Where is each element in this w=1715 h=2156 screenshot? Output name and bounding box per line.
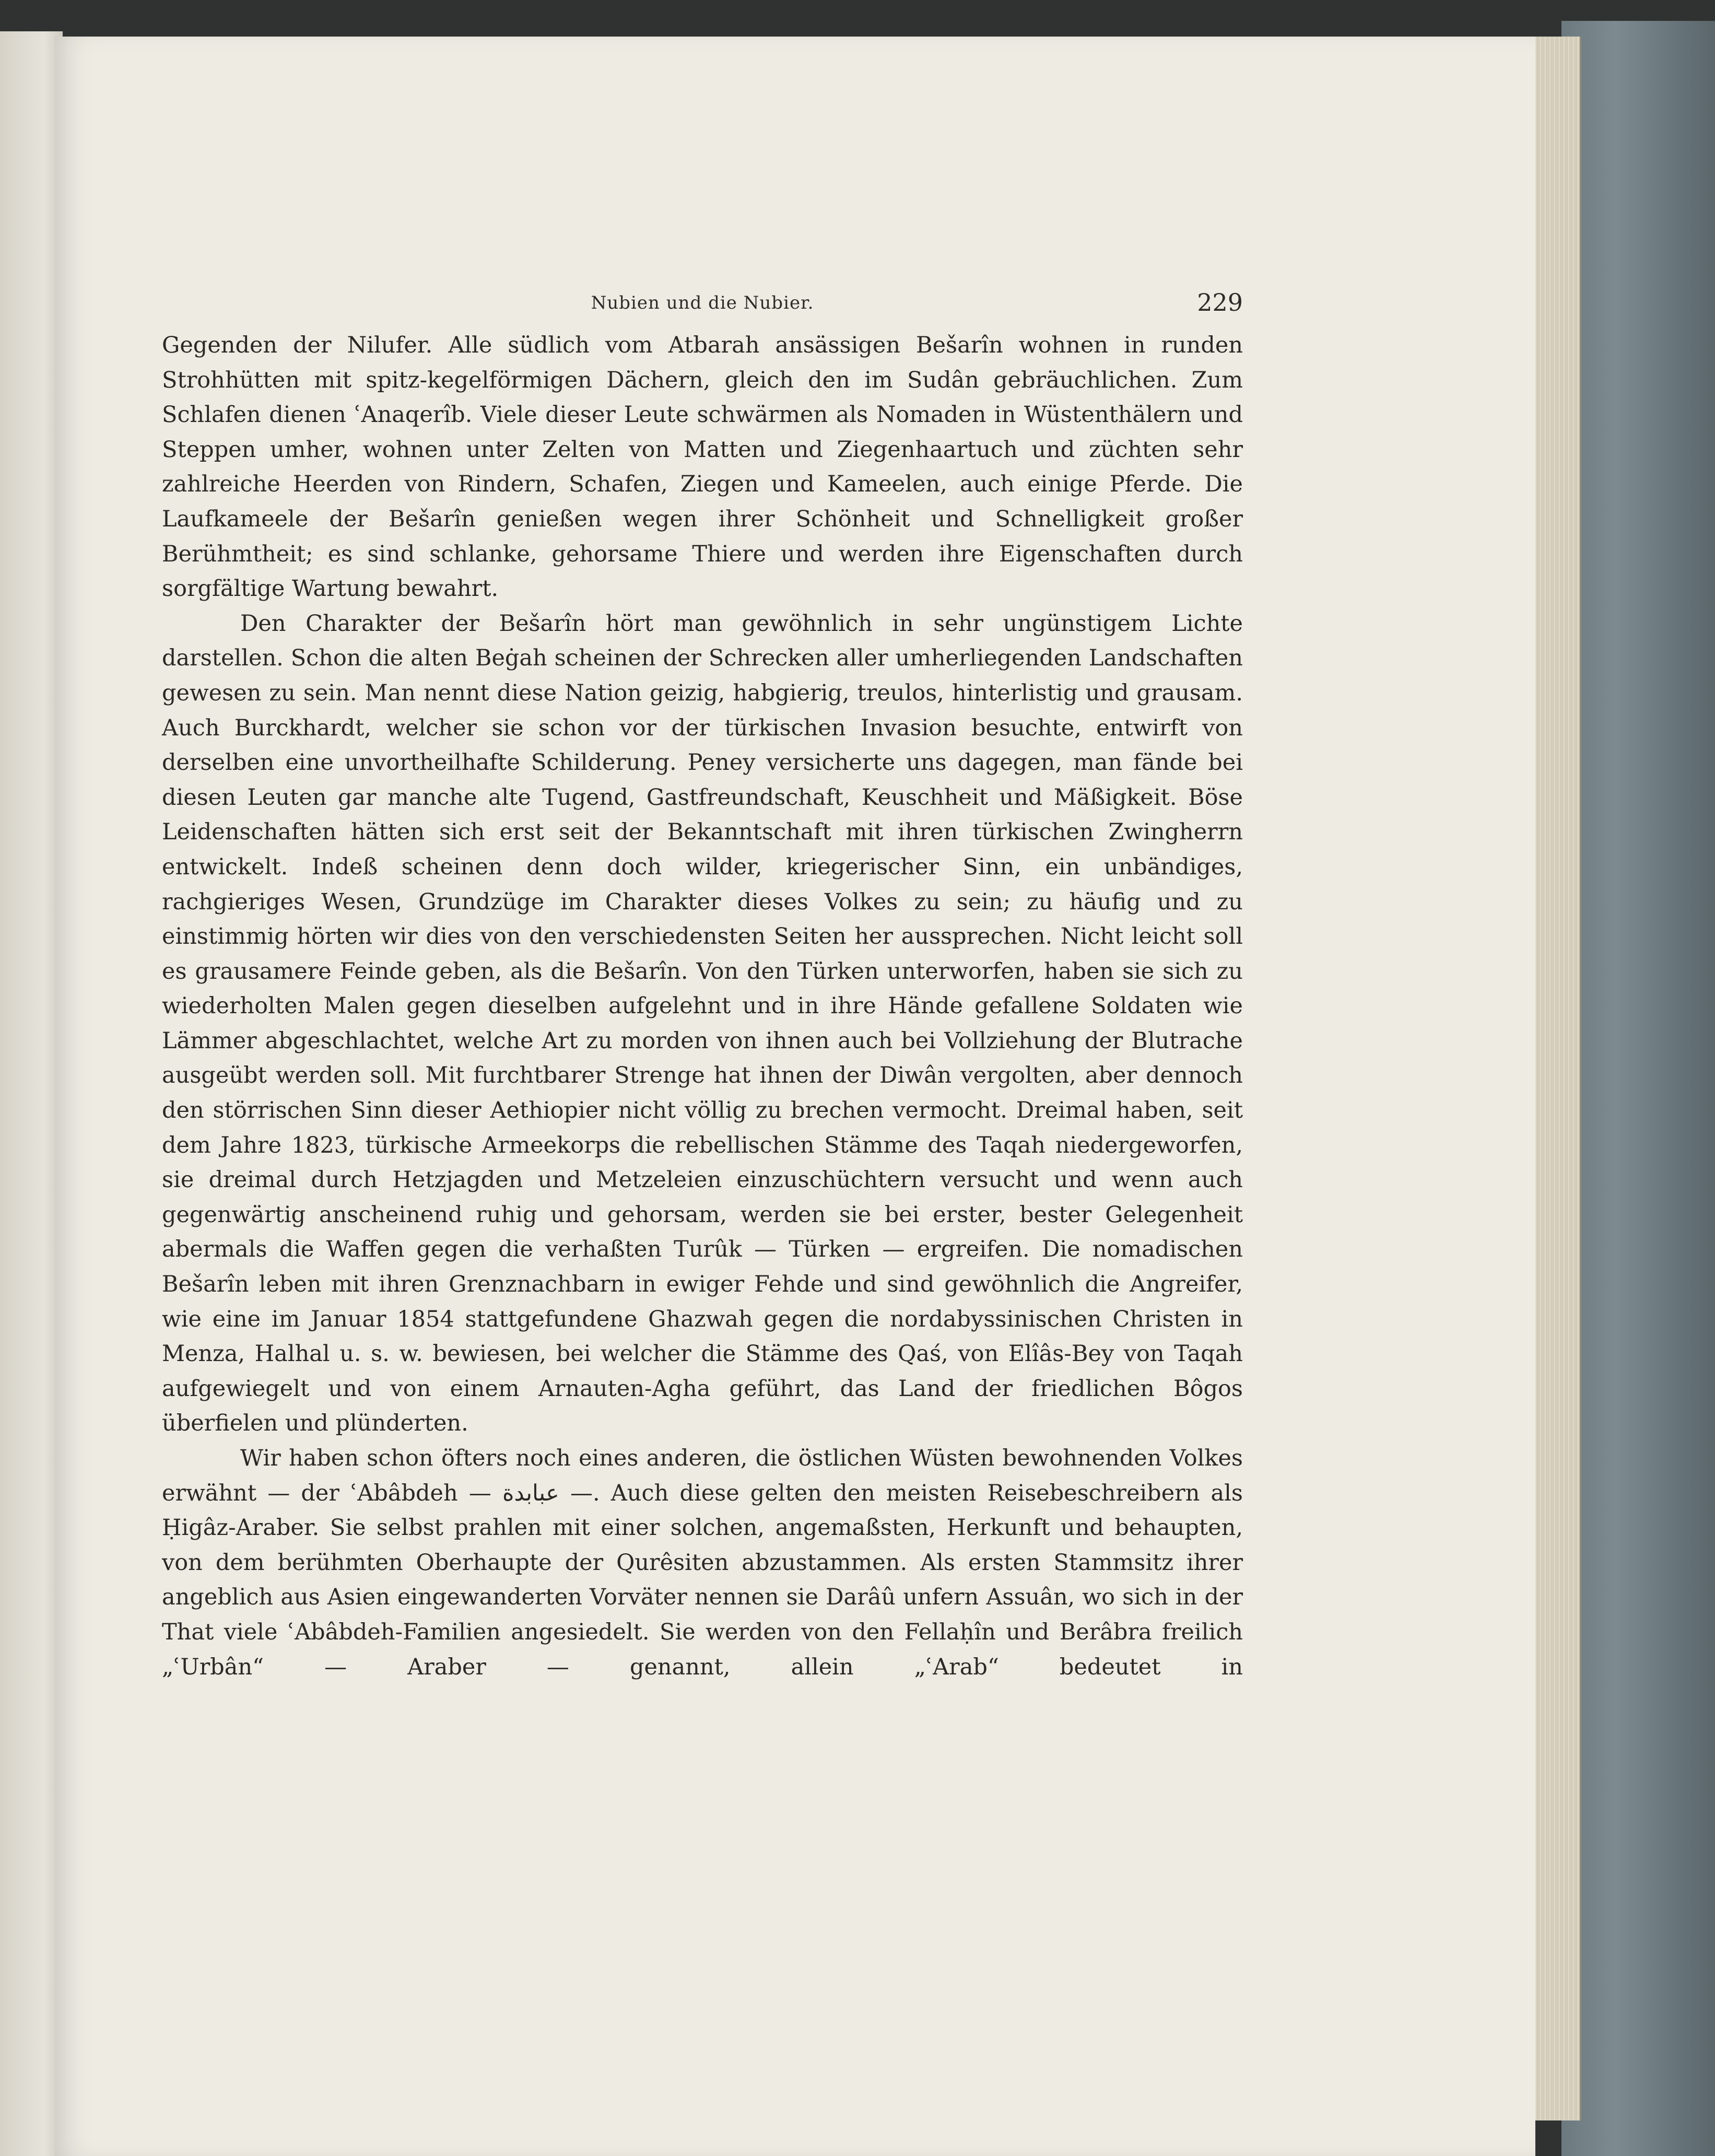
running-title: Nubien und die Nubier. bbox=[591, 292, 814, 313]
paragraph-2: Den Charakter der Bešarîn hört man gewöhnlich in sehr ungünstigem Lichte darstellen. Schon die alten Beġah scheinen der Schrecken aller umherliegenden Landschaften gewesen zu sein. Man nennt diese Nation geizig, habgierig, treulos, hinterlistig und grausam. Auch Burckhardt, welcher sie schon vor der türkischen Invasion besuchte, entwirft von derselben eine unvortheilhafte Schilderung. Peney versicherte uns dagegen, man fände bei diesen Leuten gar manche alte Tugend, Gastfreundschaft, Keuschheit und Mäßigkeit. Böse Leidenschaften hätten sich erst seit der Bekanntschaft mit ihren türkischen Zwingherrn entwickelt. Indeß scheinen denn doch wilder, kriegerischer Sinn, ein unbändiges, rachgieriges Wesen, Grundzüge im Charakter dieses Volkes zu sein; zu häufig und zu einstimmig hörten wir dies von den verschiedensten Seiten her aussprechen. Nicht leicht soll es grausamere Feinde geben, als die Bešarîn. Von den Türken unterworfen, haben sie sich zu wiederholten Malen gegen dieselben aufgelehnt und in ihre Hände gefallene Soldaten wie Lämmer abgeschlachtet, welche Art zu morden von ihnen auch bei Vollziehung der Blutrache ausgeübt werden soll. Mit furchtbarer Strenge hat ihnen der Diwân vergolten, aber dennoch den störrischen Sinn dieser Aethiopier nicht völlig zu brechen vermocht. Dreimal haben, seit dem Jahre 1823, türkische Armeekorps die rebellischen Stämme des Taqah niedergeworfen, sie dreimal durch Hetzjagden und Metzeleien einzuschüchtern versucht und wenn auch gegenwärtig anscheinend ruhig und gehorsam, werden sie bei erster, bester Gelegenheit abermals die Waffen gegen die verhaßten Turûk — Türken — ergreifen. Die nomadischen Bešarîn leben mit ihren Grenznachbarn in ewiger Fehde und sind gewöhnlich die Angreifer, wie eine im Januar 1854 stattgefundene Ghazwah gegen die nordabyssinischen Christen in Menza, Halhal u. s. w. bewiesen, bei welcher die Stämme des Qaś, von Elîâs-Bey von Taqah aufgewiegelt und von einem Arnauten-Agha geführt, das Land der friedlichen Bôgos überfielen und plünderten. bbox=[162, 610, 1243, 1437]
page-edges bbox=[1533, 37, 1581, 2120]
paragraph-3: Wir haben schon öfters noch eines anderen, die östlichen Wüsten bewohnenden Volkes erwähnt — der ʿAbâbdeh — عبابدة —. Auch diese gelten den meisten Reisebeschreibern als Ḥigâz-Araber. Sie selbst prahlen mit einer solchen, angemaßsten, Herkunft und behaupten, von dem berühmten Oberhaupte der Qurêsiten abzustammen. Als ersten Stammsitz ihrer angeblich aus Asien eingewanderten Vorväter nennen sie Darâû unfern Assuân, wo sich in der That viele ʿAbâbdeh-Familien angesiedelt. Sie werden von den Fellaḥîn und Berâbra freilich „ʿUrbân“ — Araber — genannt, allein „ʿArab“ bedeutet in bbox=[162, 1445, 1243, 1680]
body-text bbox=[162, 328, 1243, 1684]
book-cover bbox=[1561, 21, 1715, 2156]
page-header bbox=[162, 283, 1243, 325]
paragraph-1: Gegenden der Nilufer. Alle südlich vom Atbarah ansässigen Bešarîn wohnen in runden Strohhütten mit spitz-kegelförmigen Dächern, gleich den im Sudân gebräuchlichen. Zum Schlafen dienen ʿAnaqerîb. Viele dieser Leute schwärmen als Nomaden in Wüstenthälern und Steppen umher, wohnen unter Zelten von Matten und Ziegenhaartuch und züchten sehr zahlreiche Heerden von Rindern, Schafen, Ziegen und Kameelen, auch einige Pferde. Die Laufkameele der Bešarîn genießen wegen ihrer Schönheit und Schnelligkeit großer Berühmtheit; es sind schlanke, gehorsame Thiere und werden ihre Eigenschaften durch sorgfältige Wartung bewahrt. bbox=[162, 332, 1243, 602]
page-number: 229 bbox=[1197, 288, 1243, 317]
previous-page-edge bbox=[0, 31, 63, 2156]
